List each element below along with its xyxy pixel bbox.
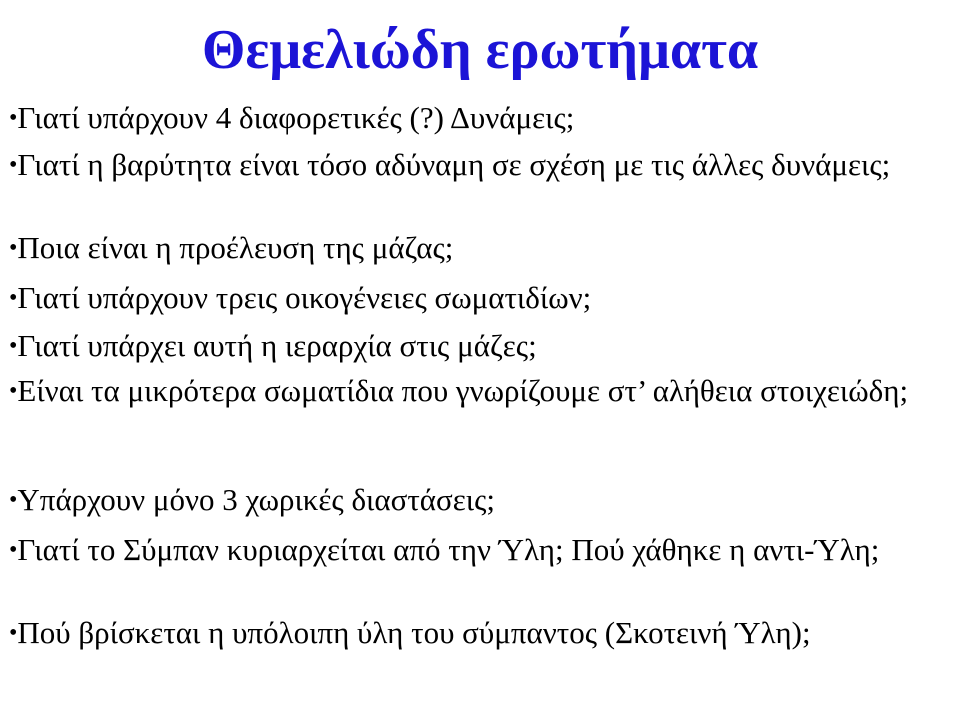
bullet-text: Γιατί υπάρχουν τρεις οικογένειες σωματιδίων;	[17, 280, 592, 315]
bullet-text: Είναι τα μικρότερα σωματίδια που γνωρίζουμε στ’ αλήθεια στοιχειώδη;	[17, 373, 909, 408]
bullet-text: Γιατί υπάρχει αυτή η ιεραρχία στις μάζες;	[17, 328, 537, 363]
bullet-text: Υπάρχουν μόνο 3 χωρικές διαστάσεις;	[17, 482, 495, 517]
bullet-mark: •	[9, 105, 18, 131]
bullet-text: Γιατί υπάρχουν 4 διαφορετικές (?) Δυνάμεις;	[17, 100, 575, 135]
bullet-mark: •	[9, 487, 18, 513]
slide-title: Θεμελιώδη ερωτήματα	[201, 19, 759, 81]
bullet-item	[9, 100, 944, 139]
bullet-mark: •	[9, 333, 18, 359]
bullet-mark: •	[9, 152, 18, 178]
bullet-item	[9, 615, 944, 654]
bullet-item	[9, 328, 944, 367]
bullet-item	[9, 373, 944, 412]
bullet-text: Γιατί η βαρύτητα είναι τόσο αδύναμη σε σχέση με τις άλλες δυνάμεις;	[17, 147, 891, 182]
bullet-text: Πού βρίσκεται η υπόλοιπη ύλη του σύμπαντος (Σκοτεινή Ύλη);	[17, 615, 811, 650]
bullet-mark: •	[9, 378, 18, 404]
bullet-mark: •	[9, 620, 18, 646]
bullet-item	[9, 532, 944, 571]
bullet-text: Γιατί το Σύμπαν κυριαρχείται από την Ύλη; Πού χάθηκε η αντι-Ύλη;	[17, 532, 880, 567]
bullet-mark: •	[9, 537, 18, 563]
bullet-item	[9, 147, 944, 186]
bullet-mark: •	[9, 235, 18, 261]
bullet-item	[9, 230, 944, 269]
bullet-item	[9, 280, 944, 319]
bullet-mark: •	[9, 285, 18, 311]
bullet-item	[9, 482, 944, 521]
bullet-text: Ποια είναι η προέλευση της μάζας;	[17, 230, 454, 265]
